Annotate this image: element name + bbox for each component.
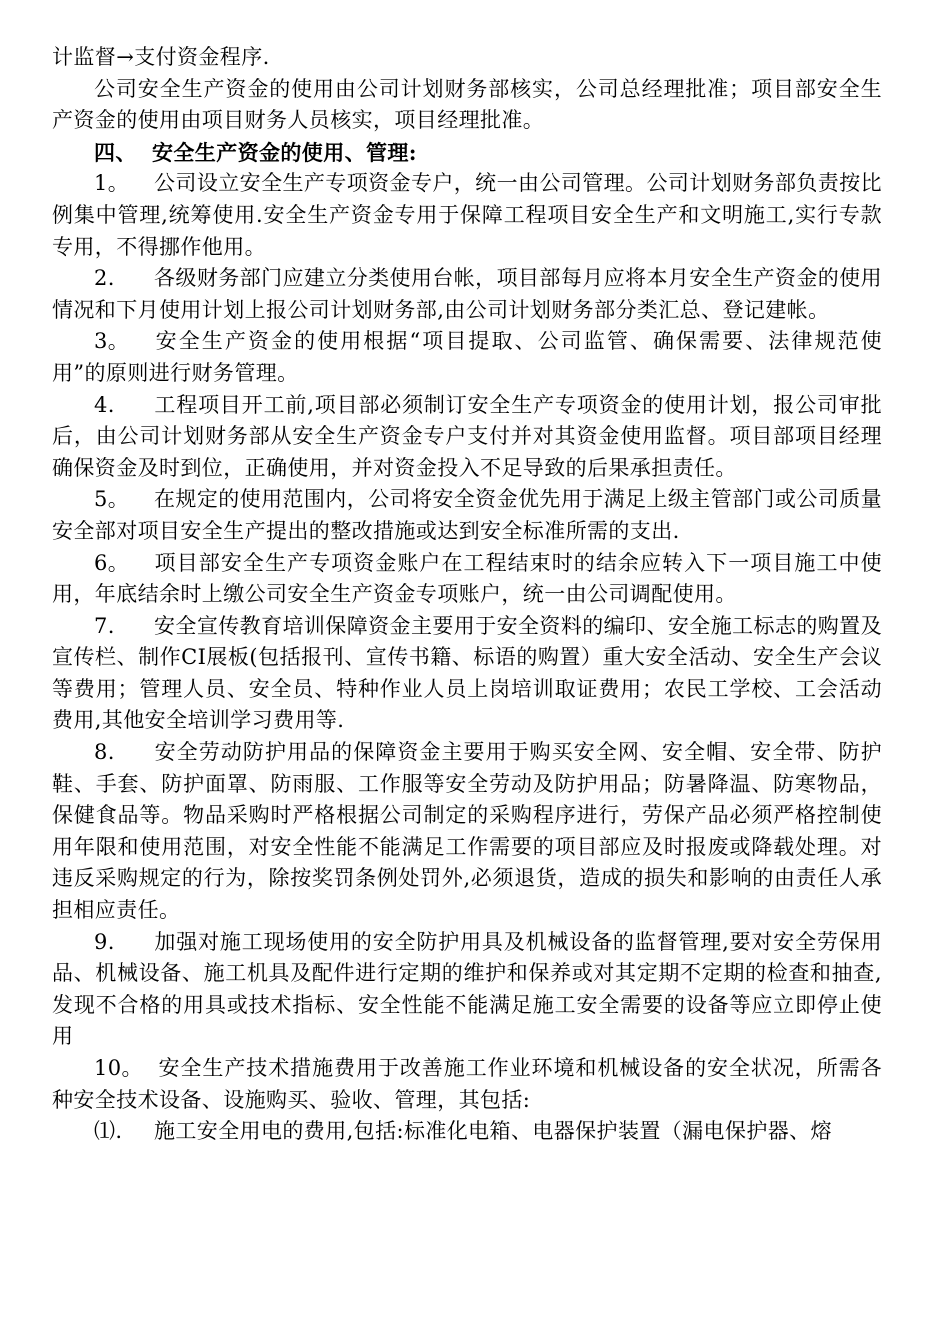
item-text: 加强对施工现场使用的安全防护用具及机械设备的监督管理,要对安全劳保用品、机械设备、施工机具及配件进行定期的维护和保养或对其定期不定期的检查和抽查,发现不合格的用具或技术指标、安全性能不能满足施工安全需要的设备等应立即停止使用 [52, 929, 882, 1049]
section-heading [52, 137, 882, 169]
item-text: 项目部安全生产专项资金账户在工程结束时的结余应转入下一项目施工中使用，年底结余时上缴公司安全生产资金专项账户，统一由公司调配使用。 [52, 550, 882, 607]
list-item [52, 611, 882, 737]
item-number: ⑴. [94, 1119, 123, 1144]
item-number: 6。 [94, 550, 130, 575]
list-item [52, 390, 882, 485]
sub-list-item [52, 1116, 882, 1148]
item-text: 各级财务部门应建立分类使用台帐，项目部每月应将本月安全生产资金的使用情况和下月使用计划上报公司计划财务部,由公司计划财务部分类汇总、登记建帐。 [52, 266, 882, 322]
item-text: 安全劳动防护用品的保障资金主要用于购买安全网、安全帽、安全带、防护鞋、手套、防护面罩、防雨服、工作服等安全劳动及防护用品；防暑降温、防寒物品，保健食品等。物品采购时严格根据公司制定的采购程序进行，劳保产品必须严格控制使用年限和使用范围，对安全性能不能满足工作需要的项目部应及时报废或降载处理。对违反采购规定的行为，除按奖罚条例处罚外,必须退货，造成的损失和影响的由责任人承担相应责任。 [52, 740, 882, 923]
item-number: 7. [94, 613, 115, 638]
item-number: 9. [94, 929, 115, 954]
item-text: 安全宣传教育培训保障资金主要用于安全资料的编印、安全施工标志的购置及宣传栏、制作CI展板(包括报刊、宣传书籍、标语的购置）重大安全活动、安全生产会议等费用；管理人员、安全员、特种作业人员上岗培训取证费用；农民工学校、工会活动费用,其他安全培训学习费用等. [52, 613, 882, 733]
item-text: 安全生产技术措施费用于改善施工作业环境和机械设备的安全状况，所需各种安全技术设备、设施购买、验收、管理，其包括: [52, 1056, 882, 1112]
list-item [52, 326, 882, 389]
list-item [52, 168, 882, 263]
approval-paragraph: 公司安全生产资金的使用由公司计划财务部核实，公司总经理批准；项目部安全生产资金的使用由项目财务人员核实，项目经理批准。 [52, 76, 882, 133]
item-number: 4. [94, 392, 115, 417]
list-item [52, 1053, 882, 1116]
item-number: 2. [94, 266, 115, 291]
item-number: 8. [94, 740, 115, 765]
section-number: 四、 [94, 139, 137, 165]
item-number: 10。 [94, 1056, 143, 1080]
item-text: 公司设立安全生产专项资金专户，统一由公司管理。公司计划财务部负责按比例集中管理,统筹使用.安全生产资金专用于保障工程项目安全生产和文明施工,实行专款专用，不得挪作他用。 [52, 171, 882, 259]
item-number: 1。 [94, 171, 130, 196]
item-text: 工程项目开工前,项目部必须制订安全生产专项资金的使用计划，报公司审批后，由公司计划财务部从安全生产资金专户支付并对其资金使用监督。项目部项目经理确保资金及时到位，正确使用，并对资金投入不足导致的后果承担责任。 [52, 392, 882, 480]
item-text: 在规定的使用范围内，公司将安全资金优先用于满足上级主管部门或公司质量安全部对项目安全生产提出的整改措施或达到安全标准所需的支出. [52, 487, 882, 543]
list-item [52, 484, 882, 547]
item-text: 施工安全用电的费用,包括:标准化电箱、电器保护装置（漏电保护器、熔 [154, 1119, 832, 1144]
item-text: 安全生产资金的使用根据“项目提取、公司监管、确保需要、法律规范使用”的原则进行财务管理。 [52, 329, 882, 385]
section-title: 安全生产资金的使用、管理: [152, 139, 417, 165]
item-number: 5。 [94, 487, 130, 512]
list-item [52, 548, 882, 611]
list-item [52, 737, 882, 927]
list-item [52, 263, 882, 326]
list-item [52, 927, 882, 1053]
document-page [52, 42, 882, 1148]
item-number: 3。 [94, 329, 130, 354]
intro-tail-paragraph: 计监督→支付资金程序. [52, 45, 270, 69]
